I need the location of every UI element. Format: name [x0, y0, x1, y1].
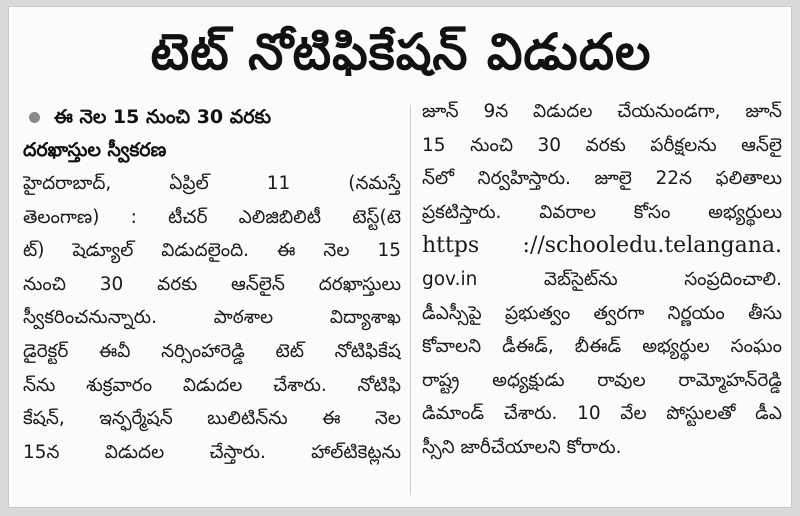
headline: టెట్ నోటిఫికేషన్ విడుదల	[150, 23, 652, 81]
body-line: తెలంగాణ) : టీచర్ ఎలిజిబిలిటీ టెస్ట్(టె	[23, 206, 401, 228]
body-line: డిమాండ్ చేశారు. 10 వేల పోస్టులతో డీఎ	[422, 403, 782, 425]
body-line: ట్) షెడ్యూల్ విడుదలైంది. ఈ నెల 15	[23, 240, 401, 262]
body-line: కేషన్, ఇన్ఫర్మేషన్ బులిటిన్‌ను ఈ నెల	[23, 408, 401, 430]
body-line: హైదరాబాద్, ఏప్రిల్ 11 (నమస్తే	[23, 173, 401, 194]
body-line: 15న విడుదల చేస్తారు. హాల్‌టికెట్లను	[23, 441, 401, 463]
body-line: 15 నుంచి 30 వరకు పరీక్షలను ఆన్‌లై	[422, 134, 782, 156]
news-clipping	[8, 6, 792, 508]
column-divider	[410, 105, 411, 495]
website-url-line: https ://schooledu.telangana.	[422, 233, 782, 259]
body-line: నుంచి 30 వరకు ఆన్‌లైన్ దరఖాస్తులు	[23, 273, 401, 295]
body-line: జూన్ 9న విడుదల చేయనుండగా, జూన్	[422, 101, 782, 122]
right-column	[422, 95, 782, 465]
body-line: న్‌లో నిర్వహిస్తారు. జూలై 22న ఫలితాలు	[422, 168, 782, 190]
body-line: న్‌ను శుక్రవారం విడుదల చేశారు. నోటిఫి	[23, 374, 401, 396]
body-line: రాష్ట్ర అధ్యక్షుడు రావుల రామ్మోహన్‌రెడ్డి	[422, 369, 782, 391]
bullet-icon	[29, 112, 40, 123]
body-line: కోవాలని డీఈడ్, బీఈడ్ అభ్యర్థుల సంఘం	[422, 336, 782, 358]
subheadline-line-1	[23, 101, 401, 134]
body-line: డీఎస్సీపై ప్రభుత్వం త్వరగా నిర్ణయం తీసు	[422, 302, 782, 324]
left-column	[23, 101, 401, 469]
subheadline-text-1: ఈ నెల 15 నుంచి 30 వరకు	[54, 106, 272, 128]
subheadline-line-2: దరఖాస్తుల స్వీకరణ	[23, 139, 167, 161]
body-line: డైరెక్టర్ ఈవీ నర్సింహారెడ్డి టెట్ నోటిఫికేష	[23, 340, 401, 362]
body-line: gov.in వెబ్‌సైట్‌ను సంప్రదించాలి.	[422, 268, 782, 290]
body-line: ప్రకటిస్తారు. వివరాల కోసం అభ్యర్థులు	[422, 201, 782, 223]
body-line: స్సీని జారీచేయాలని కోరారు.	[422, 436, 622, 458]
body-line: స్వీకరించనున్నారు. పాఠశాల విద్యాశాఖ	[23, 307, 401, 329]
